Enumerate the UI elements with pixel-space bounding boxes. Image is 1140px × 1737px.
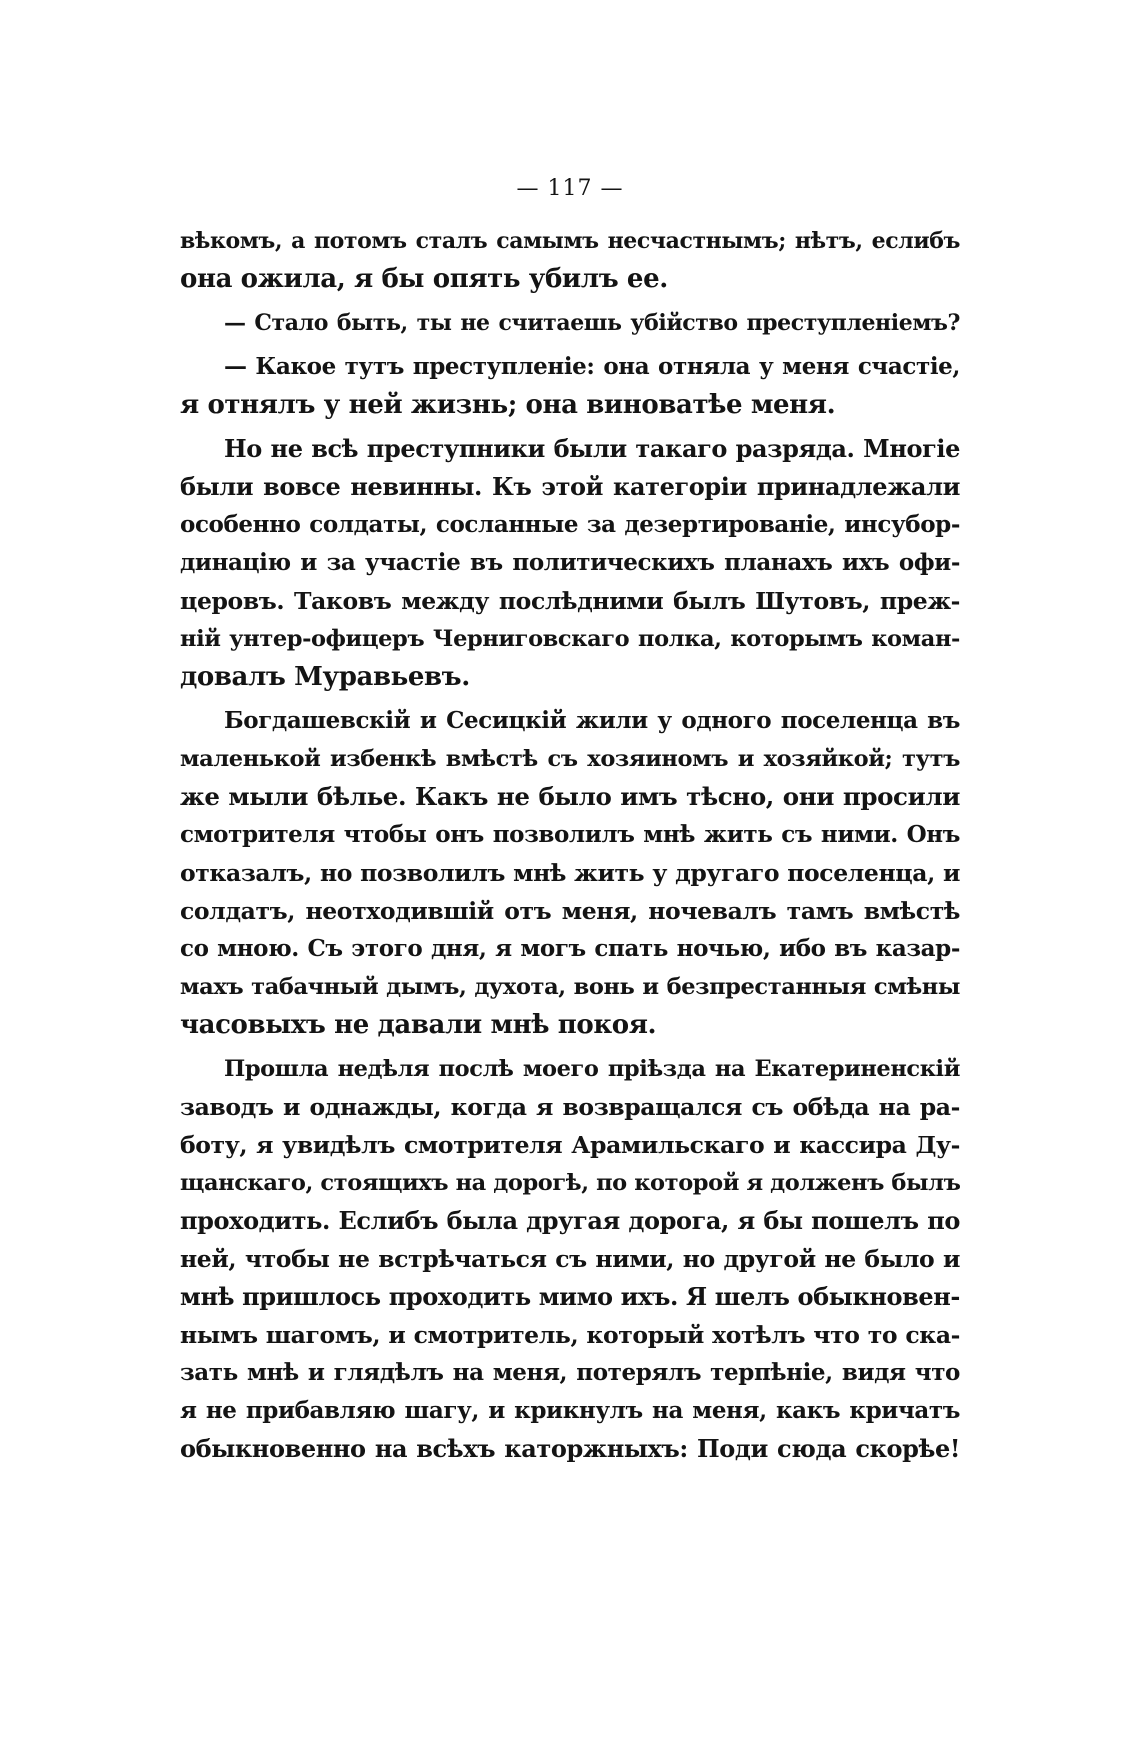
text-line: ней, чтобы не встрѣчаться съ ними, но другой не было и <box>180 1245 960 1273</box>
dialogue-line: — Какое тутъ преступленіе: она отняла у меня счастіе, <box>224 353 960 380</box>
text-line: церовъ. Таковъ между послѣдними былъ Шутовъ, преж- <box>180 587 960 615</box>
body-text <box>180 222 960 1468</box>
text-line: обыкновенно на всѣхъ каторжныхъ: Поди сюда скорѣе! <box>180 1434 960 1463</box>
text-line: боту, я увидѣлъ смотрителя Арамильскаго и кассира Ду- <box>180 1131 960 1159</box>
text-line: нымъ шагомъ, и смотритель, который хотѣлъ что то ска- <box>180 1321 960 1349</box>
text-line: динацію и за участіе въ политическихъ планахъ ихъ офи- <box>180 549 960 576</box>
paragraph-first-line: Прошла недѣля послѣ моего пріѣзда на Екатериненскій <box>224 1056 960 1082</box>
text-line: довалъ Муравьевъ. <box>180 662 470 692</box>
text-line: проходить. Еслибъ была другая дорога, я бы пошелъ по <box>180 1206 960 1235</box>
text-line: зать мнѣ и глядѣлъ на меня, потерялъ терпѣніе, видя что <box>180 1359 960 1386</box>
text-line: я не прибавляю шагу, и крикнулъ на меня, какъ кричатъ <box>180 1397 960 1424</box>
text-line: же мыли бѣлье. Какъ не было имъ тѣсно, они просили <box>180 782 960 811</box>
paragraph-first-line: Но не всѣ преступники были такаго разряда. Многіе <box>224 434 960 463</box>
paragraph-first-line: Богдашевскій и Сесицкій жили у одного поселенца въ <box>224 707 960 734</box>
text-line: щанскаго, стоящихъ на дорогѣ, по которой я долженъ былъ <box>180 1170 961 1196</box>
text-line: маленькой избенкѣ вмѣстѣ съ хозяиномъ и хозяйкой; тутъ <box>180 746 960 772</box>
text-line: особенно солдаты, сосланные за дезертированіе, инсубор- <box>180 511 960 538</box>
text-line: мнѣ пришлось проходить мимо ихъ. Я шелъ обыкновен- <box>180 1282 960 1311</box>
text-line: махъ табачный дымъ, духота, вонь и безпрестанныя смѣны <box>180 974 960 1000</box>
text-line: я отнялъ у ней жизнь; она виноватѣе меня. <box>180 390 836 420</box>
text-line: были вовсе невинны. Къ этой категоріи принадлежали <box>180 472 960 501</box>
text-line: солдатъ, неотходившій отъ меня, ночевалъ тамъ вмѣстѣ <box>180 897 960 925</box>
text-line: она ожила, я бы опять убилъ ее. <box>180 264 668 294</box>
text-line: ній унтер-офицеръ Черниговскаго полка, которымъ коман- <box>180 626 960 652</box>
text-line: со мною. Съ этого дня, я могъ спать ночью, ибо въ казар- <box>180 935 960 962</box>
text-line: заводъ и однажды, когда я возвращался съ обѣда на ра- <box>180 1093 960 1121</box>
page-number: — 117 — <box>516 176 624 201</box>
text-line: смотрителя чтобы онъ позволилъ мнѣ жить съ ними. Онъ <box>180 821 960 848</box>
text-line: отказалъ, но позволилъ мнѣ жить у другаго поселенца, и <box>180 859 960 887</box>
text-line: часовыхъ не давали мнѣ покоя. <box>180 1010 657 1040</box>
text-line: вѣкомъ, а потомъ сталъ самымъ несчастнымъ; нѣтъ, еслибъ <box>180 228 960 254</box>
dialogue-line: — Стало быть, ты не считаешь убійство преступленіемъ? <box>224 310 960 336</box>
